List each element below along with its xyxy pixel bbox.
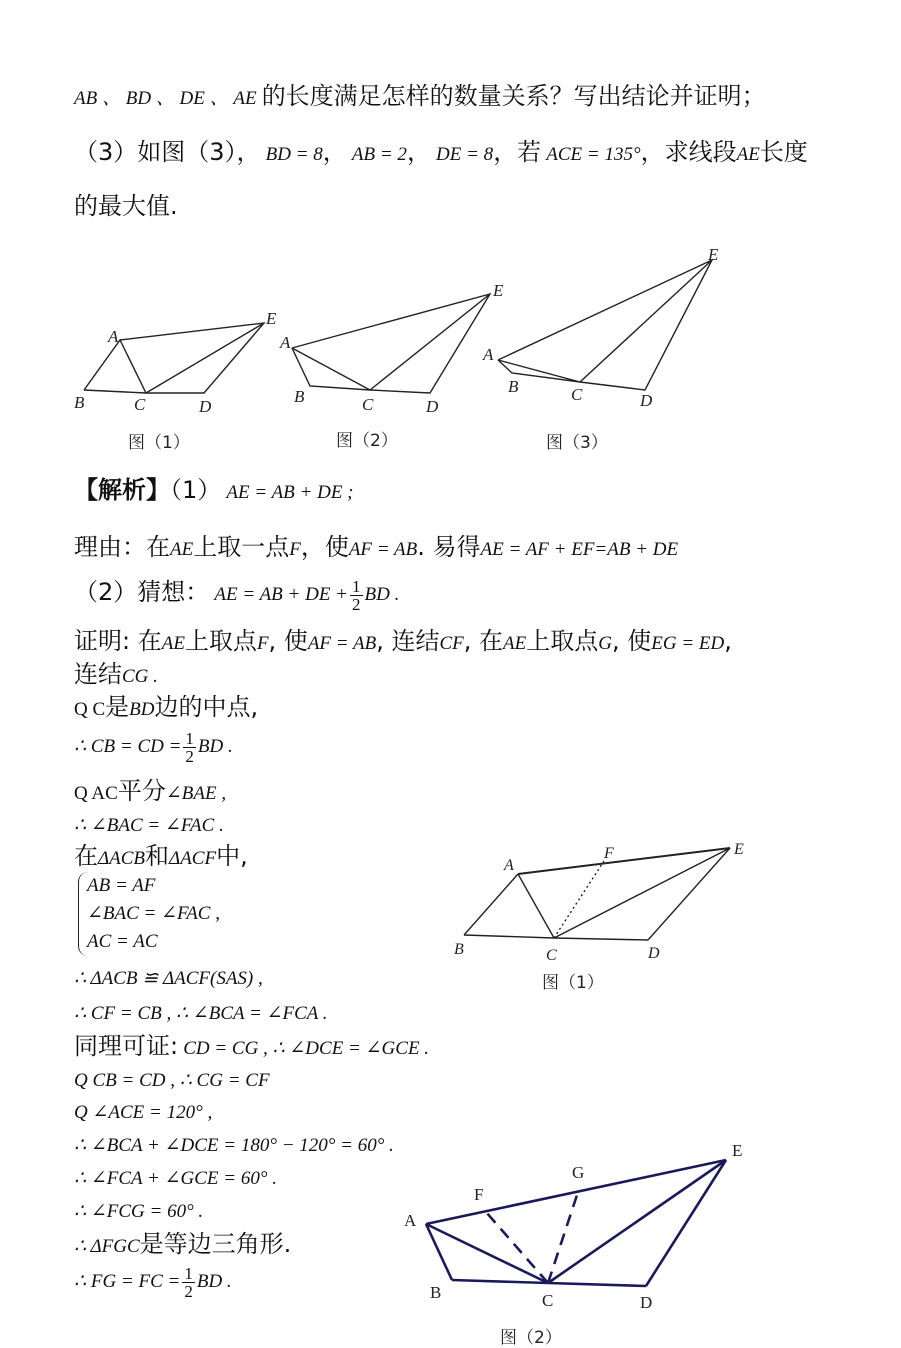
reason-make: ，使: [300, 533, 349, 561]
congruence-conditions: [78, 872, 220, 956]
step-similarly: [74, 1032, 429, 1061]
step-and: 和: [145, 842, 170, 870]
step-similarly-eq: CD = CG , ∴ ∠DCE = ∠GCE .: [183, 1038, 430, 1059]
proof-line-1: [74, 627, 732, 656]
part-2-conjecture: AE = AB + DE +: [214, 584, 348, 605]
step-cb-cd-bd: BD .: [197, 736, 233, 757]
step-congruent: [74, 968, 263, 991]
caption-fig1: 图（1）: [128, 433, 190, 453]
proof-ae-2: AE: [503, 633, 527, 654]
fig2-label-a: A: [280, 333, 291, 352]
fig1-label-e: E: [266, 309, 277, 328]
ab-given: AB = 2: [351, 144, 407, 165]
ruo-text: ，若: [493, 138, 542, 166]
step-bisect: [74, 777, 226, 806]
proof-make-2: , 使: [611, 627, 652, 655]
fig3-label-c: C: [571, 385, 583, 404]
step-ace-eq: Q ∠ACE = 120° ,: [74, 1102, 213, 1123]
mid-fig-label-b: B: [454, 941, 464, 958]
bottom-fig-label-d: D: [640, 1293, 653, 1310]
mid-fig-label-a: A: [504, 857, 514, 874]
length-text: 长度: [759, 138, 808, 166]
step-bac: [74, 815, 224, 838]
reason-af-ab: AF = AB: [348, 539, 418, 560]
mid-fig-label-f: F: [604, 845, 614, 862]
proof-take-f: 上取点: [184, 627, 257, 655]
step-sum-2-eq: ∴ ∠FCA + ∠GCE = 60° .: [74, 1168, 277, 1189]
triangle-acf: ΔACF: [169, 848, 217, 869]
step-fg-fc: [74, 1265, 232, 1300]
step-congruent-eq: ∴ ΔACB ≌ ΔACF(SAS) ,: [74, 968, 263, 989]
mid-fig-label-e: E: [734, 841, 744, 858]
step-similarly-text: 同理可证:: [74, 1032, 179, 1060]
proof-eg-ed: EG = ED: [651, 633, 725, 654]
reason-result: AE = AF + EF=AB + DE: [480, 539, 679, 560]
problem-line-1: [74, 82, 766, 111]
bottom-fig-label-g: G: [572, 1163, 585, 1182]
half-fraction: $\frac{1}{2}$: [352, 577, 361, 614]
max-value-text: 的最大值.: [74, 192, 178, 220]
triangle-acb: ΔACB: [98, 848, 146, 869]
bd-given: BD = 8: [265, 144, 323, 165]
bottom-fig-label-a: A: [404, 1211, 417, 1230]
condition-3: AC = AC: [87, 931, 158, 952]
fig1-label-d: D: [199, 397, 212, 416]
bottom-fig-label-b: B: [430, 1283, 442, 1302]
part-3-label: （3）如图（3），: [74, 138, 261, 166]
step-fg-fc-bd: BD .: [196, 1271, 232, 1292]
step-sum-1: [74, 1135, 394, 1158]
step-fg-fc-eq: ∴ FG = FC =: [74, 1271, 181, 1292]
caption-fig3: 图（3）: [546, 433, 608, 453]
proof-on: , 在: [463, 627, 504, 655]
caption-proof-fig2: 图（2）: [500, 1328, 562, 1348]
fig1-label-c: C: [134, 395, 146, 414]
reason-ae: AE: [170, 539, 194, 560]
step-midpoint-pre: Q C: [74, 699, 106, 720]
part-2-bd: BD .: [364, 584, 400, 605]
question-text: 的长度满足怎样的数量关系？写出结论并证明；: [261, 82, 766, 110]
proof-af-ab: AF = AB: [307, 633, 377, 654]
proof-line-2: [74, 660, 158, 689]
step-midpoint: [74, 693, 258, 722]
step-cb-cd-eq: ∴ CB = CD =: [74, 736, 182, 757]
part-2-line: [74, 578, 399, 613]
figure-3: [498, 260, 712, 390]
mid-fig-label-c: C: [546, 947, 557, 964]
bottom-fig-label-c: C: [542, 1291, 554, 1310]
problem-line-3: [74, 192, 178, 221]
proof-cg: CG .: [122, 666, 158, 687]
analysis-heading: 【解析】: [74, 476, 170, 504]
proof-take-g: 上取点: [526, 627, 599, 655]
triangle-fgc: ∴ ΔFGC: [74, 1236, 140, 1257]
step-bac-eq: ∴ ∠BAC = ∠FAC .: [74, 815, 224, 836]
proof-connect-1: , 连结: [376, 627, 440, 655]
step-in: 在: [74, 842, 98, 870]
ae-symbol: AE: [736, 144, 760, 165]
reason-line: [74, 533, 678, 562]
solution-head: [74, 476, 354, 505]
proof-cf: CF: [439, 633, 464, 654]
step-bisect-angle: ∠BAE ,: [165, 783, 227, 804]
step-fcg: [74, 1201, 203, 1224]
fig3-label-d: D: [640, 391, 653, 410]
reason-f: F: [289, 539, 301, 560]
part-1-answer: AE = AB + DE ;: [226, 482, 354, 503]
step-cf-cb: [74, 1003, 328, 1026]
caption-proof-fig1: 图（1）: [542, 973, 604, 993]
ask-text: ，求线段: [640, 138, 737, 166]
reason-easy: . 易得: [417, 533, 481, 561]
half-fraction-3: $\frac{1}{2}$: [184, 1264, 193, 1301]
de-given: DE = 8: [436, 144, 494, 165]
step-cb-cd: [74, 730, 233, 765]
caption-fig2: 图（2）: [336, 431, 398, 451]
proof-connect-2: 连结: [74, 660, 122, 688]
part-1-label: （1）: [170, 476, 222, 504]
equilateral-text: 是等边三角形.: [139, 1230, 292, 1258]
segments-list: AB 、 BD 、 DE 、 AE: [74, 88, 257, 109]
step-middle: 中,: [216, 842, 248, 870]
step-cg-cf-eq: Q CB = CD , ∴ CG = CF: [74, 1070, 270, 1091]
step-bisect-text: 平分: [117, 777, 166, 805]
fig3-label-e: E: [708, 245, 719, 264]
step-sum-1-eq: ∴ ∠BCA + ∠DCE = 180° − 120° = 60° .: [74, 1135, 394, 1156]
step-midpoint-tail: 边的中点,: [154, 693, 259, 721]
problem-line-2: （3）如图（3）， BD = 8， AB = 2， DE = 8，若 ACE = 135°，求线段AE长度: [74, 138, 808, 166]
fig2-label-c: C: [362, 395, 374, 414]
proof-figure-1: [450, 840, 780, 970]
bottom-fig-label-f: F: [474, 1185, 484, 1204]
step-bisect-pre: Q AC: [74, 783, 118, 804]
step-sum-2: [74, 1168, 277, 1191]
proof-comma: ,: [724, 627, 732, 655]
step-midpoint-bd: BD: [129, 699, 155, 720]
fig1-label-a: A: [108, 327, 119, 346]
half-fraction-2: $\frac{1}{2}$: [185, 729, 194, 766]
proof-f: F: [256, 633, 269, 654]
bottom-fig-label-e: E: [732, 1141, 743, 1160]
proof-g: G: [598, 633, 612, 654]
proof-label: 证明: 在: [74, 627, 162, 655]
ace-given: ACE = 135°: [546, 144, 641, 165]
condition-2: ∠BAC = ∠FAC ,: [87, 903, 220, 924]
reason-label: 理由：在: [74, 533, 170, 561]
proof-ae-1: AE: [161, 633, 185, 654]
mid-fig-label-d: D: [648, 945, 660, 962]
proof-make-1: , 使: [268, 627, 308, 655]
figure-2: [292, 294, 490, 393]
fig2-label-e: E: [493, 281, 504, 300]
step-equilateral: [74, 1230, 291, 1259]
part-2-label: （2）猜想：: [74, 578, 210, 606]
step-cg-cf: [74, 1070, 270, 1093]
step-midpoint-is: 是: [105, 693, 130, 721]
reason-take-point: 上取一点: [193, 533, 290, 561]
fig2-label-d: D: [426, 397, 439, 416]
fig2-label-b: B: [294, 387, 305, 406]
step-ace: [74, 1102, 212, 1125]
fig1-label-b: B: [74, 393, 85, 412]
step-fcg-eq: ∴ ∠FCG = 60° .: [74, 1201, 204, 1222]
condition-1: AB = AF: [87, 875, 156, 896]
step-cf-cb-eq: ∴ CF = CB , ∴ ∠BCA = ∠FCA .: [74, 1003, 328, 1024]
proof-figure-2: [398, 1140, 758, 1310]
fig3-label-b: B: [508, 377, 519, 396]
fig3-label-a: A: [483, 345, 494, 364]
step-in-triangles: [74, 842, 248, 871]
